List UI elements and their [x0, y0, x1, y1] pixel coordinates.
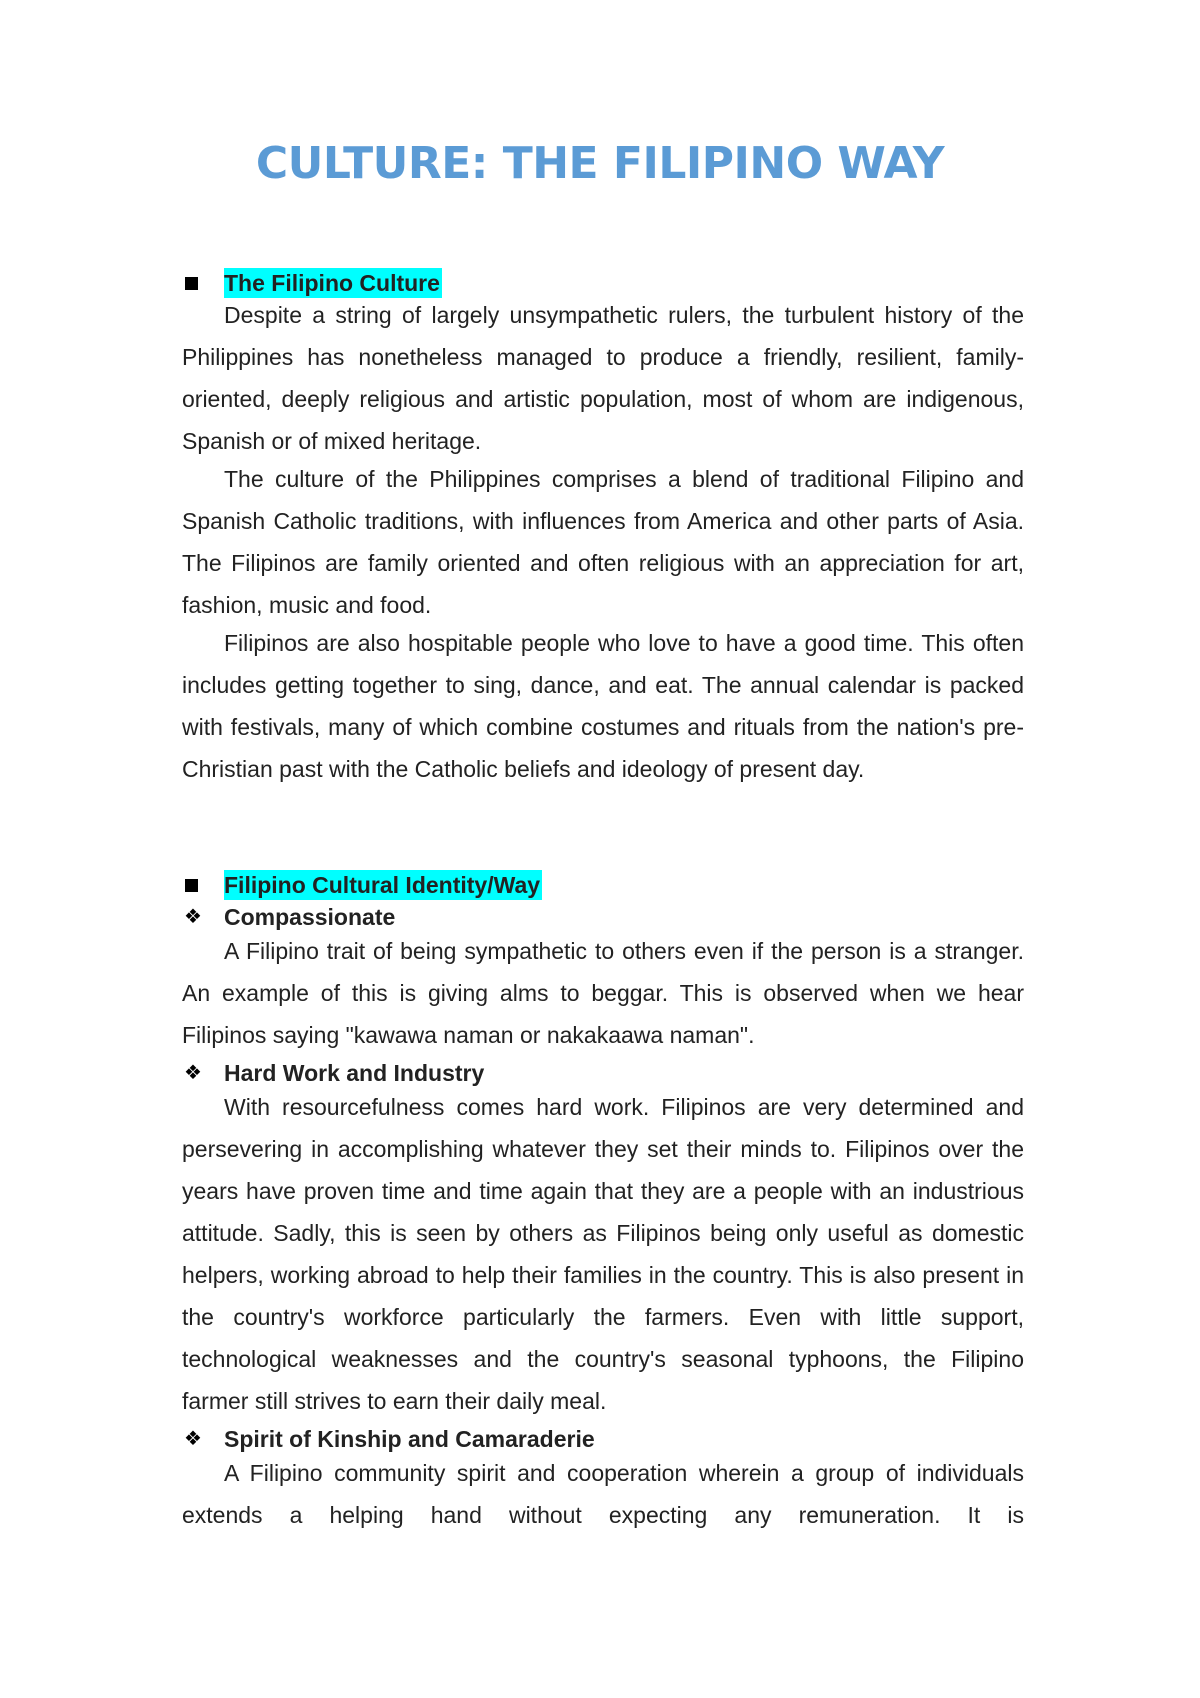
- section-filipino-culture: [182, 268, 1024, 790]
- section-heading: [182, 268, 1024, 298]
- section-heading-label: The Filipino Culture: [224, 270, 440, 296]
- trait-heading-label: Compassionate: [224, 904, 396, 930]
- four-diamond-icon: ❖: [184, 1428, 202, 1450]
- paragraph: The culture of the Philippines comprises a blend of traditional Filipino and Spanish Catholic traditions, with influences from America and other parts of Asia. The Filipinos are family oriented and often religious with an appreciation for art, fashion, music and food.: [182, 466, 1024, 618]
- four-diamond-icon: ❖: [184, 906, 202, 928]
- section-heading-label: Filipino Cultural Identity/Way: [224, 872, 541, 898]
- trait-heading-label: Spirit of Kinship and Camaraderie: [224, 1426, 595, 1452]
- four-diamond-icon: ❖: [184, 1062, 202, 1084]
- black-square-icon: [185, 277, 198, 290]
- trait-paragraph: A Filipino community spirit and cooperation wherein a group of individuals extends a helping hand without expecting any remuneration. It is: [182, 1460, 1024, 1528]
- trait-heading: [182, 1424, 1024, 1454]
- trait-heading-label: Hard Work and Industry: [224, 1060, 485, 1086]
- section-cultural-identity: [182, 870, 1024, 1536]
- trait-paragraph: With resourcefulness comes hard work. Filipinos are very determined and persevering in accomplishing whatever they set their minds to. Filipinos over the years have proven time and time again that they are a people with an industrious attitude. Sadly, this is seen by others as Filipinos being only useful as domestic helpers, working abroad to help their families in the country. This is also present in the country's workforce particularly the farmers. Even with little support, technological weaknesses and the country's seasonal typhoons, the Filipino farmer still strives to earn their daily meal.: [182, 1094, 1024, 1414]
- trait-heading: [182, 1058, 1024, 1088]
- trait-heading: [182, 902, 1024, 932]
- page-title: CULTURE: THE FILIPINO WAY: [255, 138, 945, 189]
- black-square-icon: [185, 879, 198, 892]
- paragraph: Despite a string of largely unsympathetic rulers, the turbulent history of the Philippines has nonetheless managed to produce a friendly, resilient, family-oriented, deeply religious and artistic population, most of whom are indigenous, Spanish or of mixed heritage.: [182, 302, 1024, 454]
- trait-paragraph: A Filipino trait of being sympathetic to others even if the person is a stranger. An example of this is giving alms to beggar. This is observed when we hear Filipinos saying "kawawa naman or nakakaawa naman".: [182, 938, 1024, 1048]
- section-heading: [182, 870, 1024, 900]
- paragraph: Filipinos are also hospitable people who love to have a good time. This often includes getting together to sing, dance, and eat. The annual calendar is packed with festivals, many of which combine costumes and rituals from the nation's pre-Christian past with the Catholic beliefs and ideology of present day.: [182, 630, 1024, 782]
